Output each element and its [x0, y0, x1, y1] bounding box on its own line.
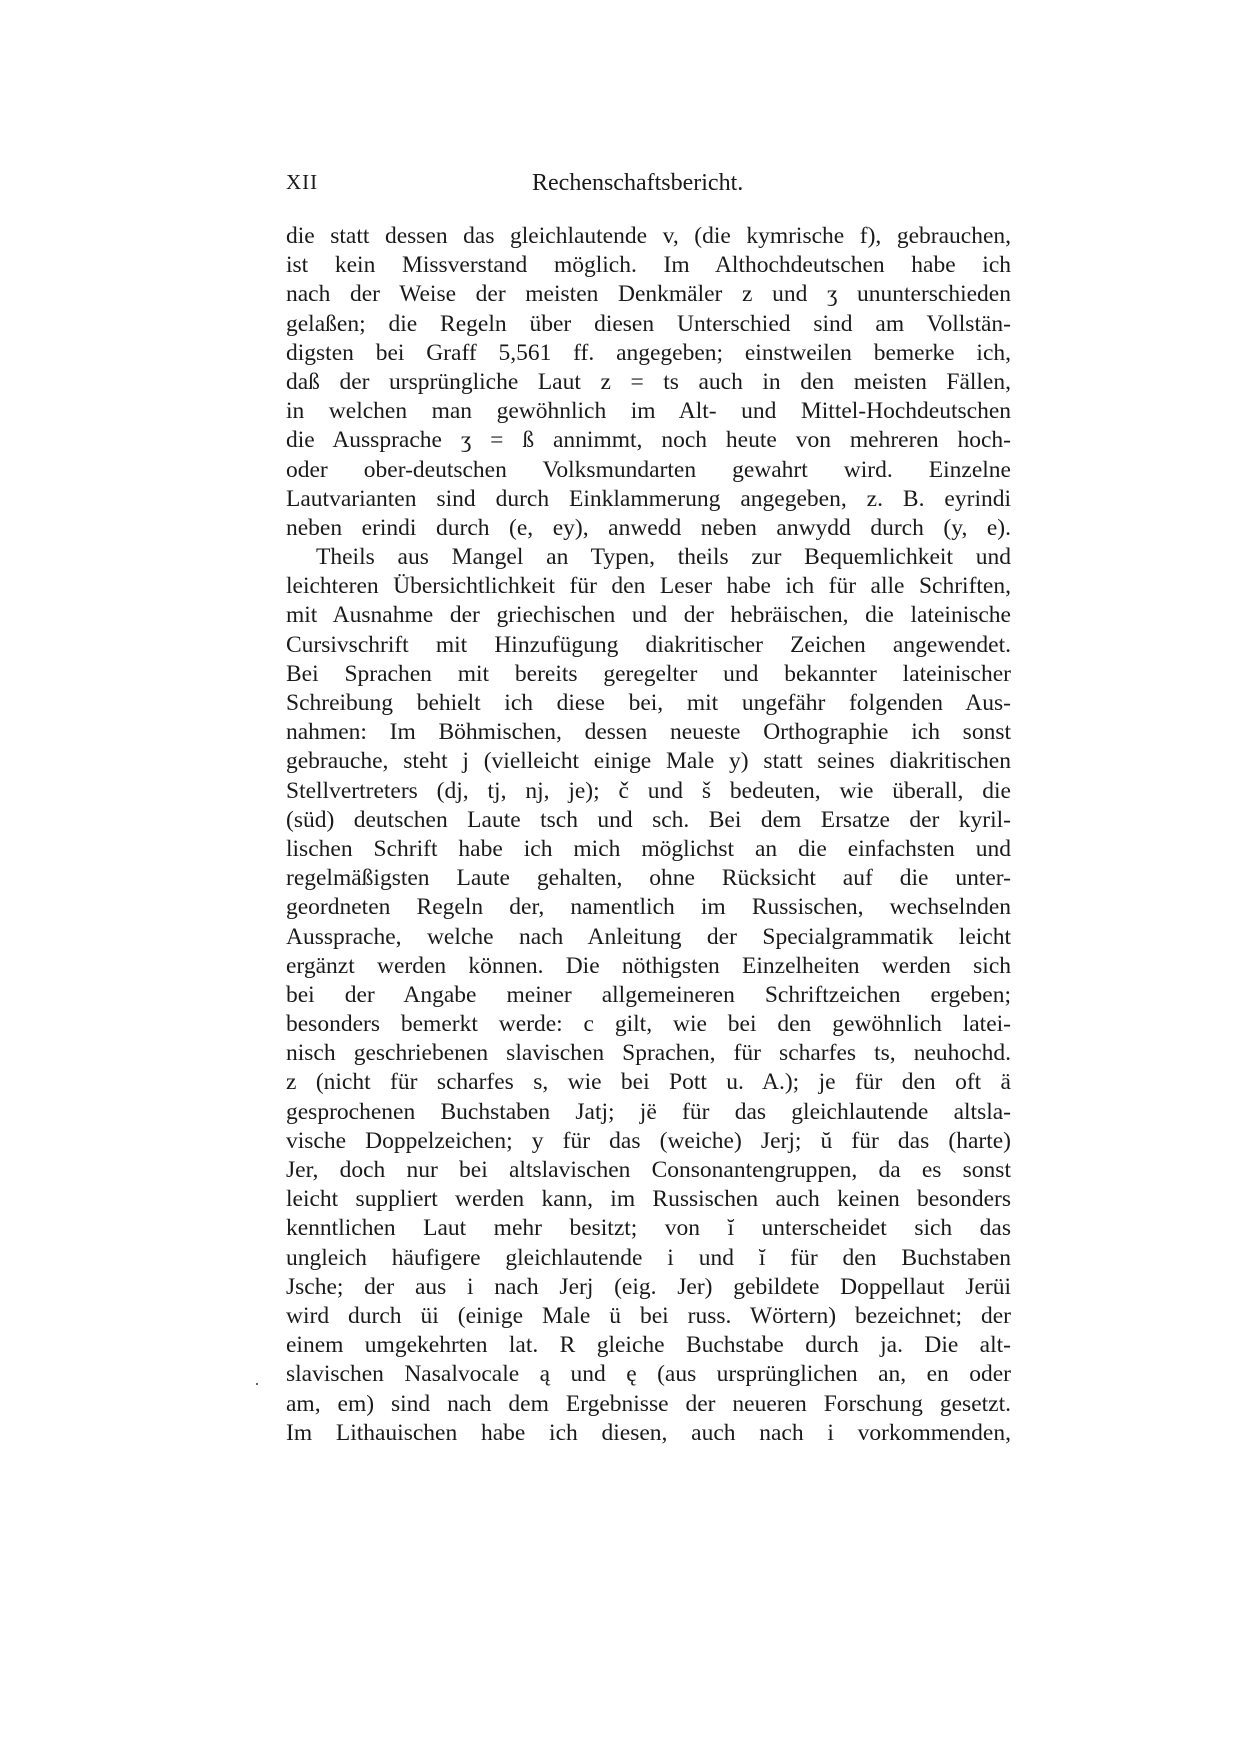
text-line: am, em) sind nach dem Ergebnisse der neueren Forschung gesetzt. — [286, 1390, 1011, 1417]
text-line: lischen Schrift habe ich mich möglichst an die einfachsten und — [286, 835, 1011, 862]
text-line: daß der ursprüngliche Laut z = ts auch in den meisten Fällen, — [286, 368, 1011, 395]
text-line: Jer, doch nur bei altslavischen Consonantengruppen, da es sonst — [286, 1157, 1011, 1183]
text-line: ist kein Missverstand möglich. Im Althochdeutschen habe ich — [286, 252, 1011, 279]
text-line: die statt dessen das gleichlautende v, (die kymrische f), gebrauchen, — [286, 223, 1011, 249]
text-line: mit Ausnahme der griechischen und der hebräischen, die lateinische — [286, 602, 1011, 629]
text-line: in welchen man gewöhnlich im Alt- und Mittel-Hochdeutschen — [286, 398, 1011, 425]
running-title: Rechenschaftsbericht. — [532, 170, 744, 196]
text-line: nahmen: Im Böhmischen, dessen neueste Orthographie ich sonst — [286, 719, 1011, 746]
text-line: ungleich häufigere gleichlautende i und ĭ für den Buchstaben — [286, 1244, 1011, 1271]
text-line: (süd) deutschen Laute tsch und sch. Bei dem Ersatze der kyril- — [286, 806, 1011, 833]
text-line: einem umgekehrten lat. R gleiche Buchstabe durch ja. Die alt- — [286, 1332, 1011, 1359]
text-line: Cursivschrift mit Hinzufügung diakritischer Zeichen angewendet. — [286, 631, 1011, 658]
text-line: gebrauche, steht j (vielleicht einige Male y) statt seines diakritischen — [286, 748, 1011, 775]
text-line: gesprochenen Buchstaben Jatj; jë für das gleichlautende altsla- — [286, 1098, 1011, 1125]
body-text — [286, 222, 1011, 1448]
text-line: neben erindi durch (e, ey), anwedd neben anwydd durch (y, e). — [286, 514, 1011, 541]
text-line: Theils aus Mangel an Typen, theils zur Bequemlichkeit und — [316, 544, 1011, 571]
text-line: gelaßen; die Regeln über diesen Unterschied sind am Vollstän- — [286, 310, 1011, 337]
text-line: regelmäßigsten Laute gehalten, ohne Rücksicht auf die unter- — [286, 865, 1011, 892]
page-header — [286, 170, 1026, 204]
text-line: bei der Angabe meiner allgemeineren Schriftzeichen ergeben; — [286, 981, 1011, 1008]
text-line: besonders bemerkt werde: c gilt, wie bei den gewöhnlich latei- — [286, 1011, 1011, 1038]
text-line: digsten bei Graff 5,561 ff. angegeben; einstweilen bemerke ich, — [286, 339, 1011, 366]
text-line: leichteren Übersichtlichkeit für den Leser habe ich für alle Schriften, — [286, 573, 1011, 600]
text-line: geordneten Regeln der, namentlich im Russischen, wechselnden — [286, 894, 1011, 921]
page-number: XII — [286, 170, 319, 194]
margin-mark: · — [254, 1374, 260, 1394]
text-line: slavischen Nasalvocale ą und ę (aus ursprünglichen an, en oder — [286, 1361, 1011, 1388]
text-line: z (nicht für scharfes s, wie bei Pott u. A.); je für den oft ä — [286, 1069, 1011, 1096]
text-line: Stellvertreters (dj, tj, nj, je); č und š bedeuten, wie überall, die — [286, 777, 1011, 804]
text-line: vische Doppelzeichen; y für das (weiche) Jerj; ŭ für das (harte) — [286, 1127, 1011, 1154]
text-line: nach der Weise der meisten Denkmäler z und ʒ ununterschieden — [286, 281, 1011, 308]
text-line: kenntlichen Laut mehr besitzt; von ĭ unterscheidet sich das — [286, 1215, 1011, 1242]
text-line: Jsche; der aus i nach Jerj (eig. Jer) gebildete Doppellaut Jerüi — [286, 1273, 1011, 1300]
text-line: ergänzt werden können. Die nöthigsten Einzelheiten werden sich — [286, 952, 1011, 979]
text-line: Lautvarianten sind durch Einklammerung angegeben, z. B. eyrindi — [286, 485, 1011, 512]
text-line: oder ober-deutschen Volksmundarten gewahrt wird. Einzelne — [286, 456, 1011, 483]
text-line: Im Lithauischen habe ich diesen, auch nach i vorkommenden, — [286, 1419, 1011, 1446]
text-line: wird durch üi (einige Male ü bei russ. Wörtern) bezeichnet; der — [286, 1302, 1011, 1329]
text-line: nisch geschriebenen slavischen Sprachen, für scharfes ts, neuhochd. — [286, 1040, 1011, 1067]
text-line: Aussprache, welche nach Anleitung der Specialgrammatik leicht — [286, 923, 1011, 950]
text-line: Bei Sprachen mit bereits geregelter und bekannter lateinischer — [286, 660, 1011, 687]
text-line: Schreibung behielt ich diese bei, mit ungefähr folgenden Aus- — [286, 690, 1011, 716]
text-line: die Aussprache ʒ = ß annimmt, noch heute von mehreren hoch- — [286, 427, 1011, 454]
text-line: leicht suppliert werden kann, im Russischen auch keinen besonders — [286, 1186, 1011, 1213]
